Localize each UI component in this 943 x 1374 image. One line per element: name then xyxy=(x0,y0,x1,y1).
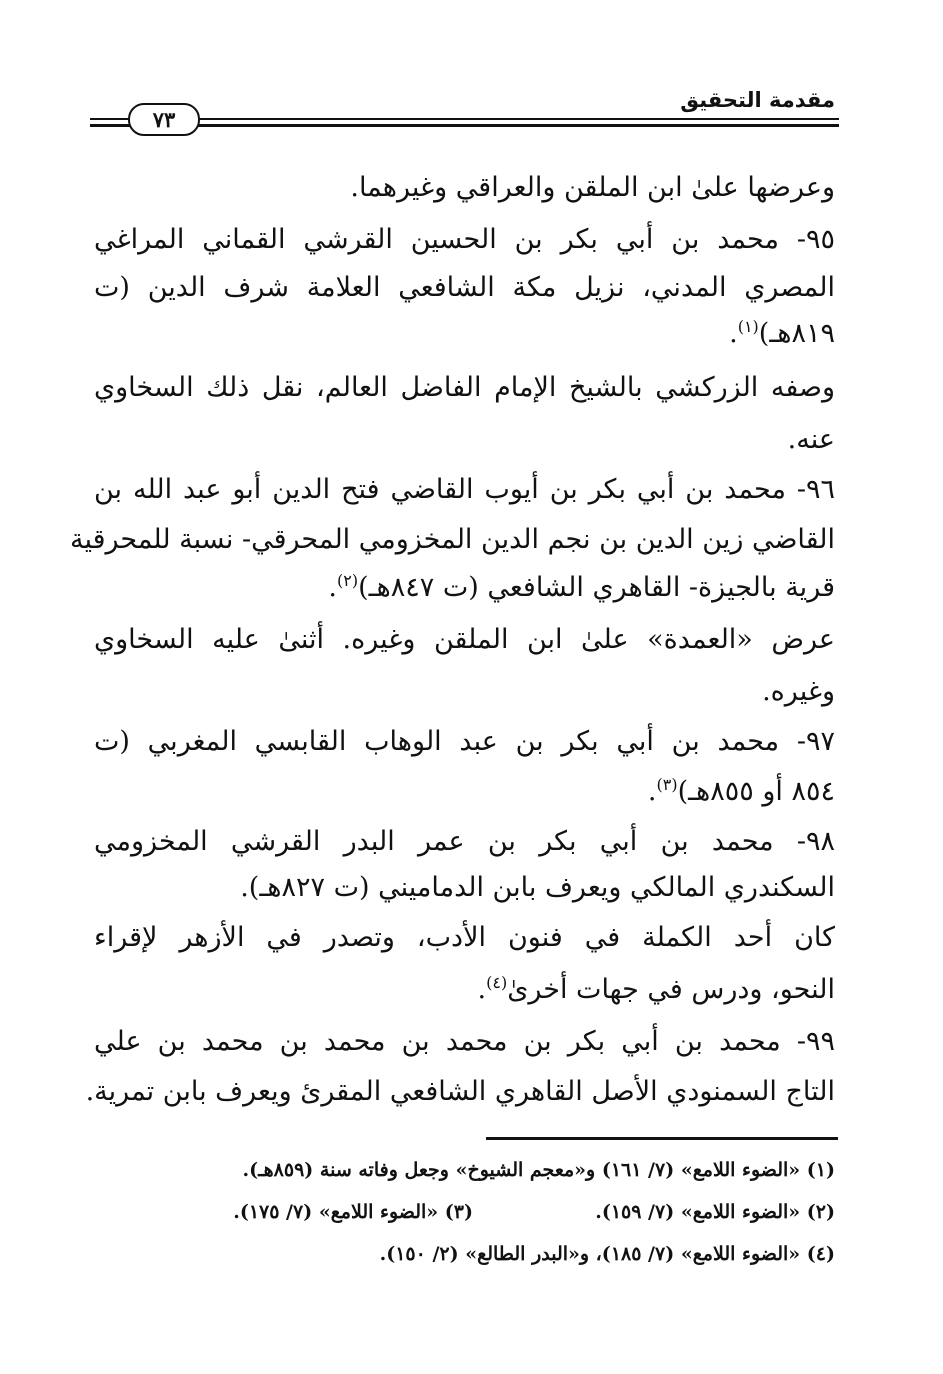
header-rule xyxy=(90,118,839,120)
running-head: مقدمة التحقيق xyxy=(680,88,835,112)
entry-95-heading: ٩٥- محمد بن أبي بكر بن الحسين القرشي القماني المراغي xyxy=(94,224,835,255)
entry-99-heading: ٩٩- محمد بن أبي بكر بن محمد بن محمد بن محمد بن علي xyxy=(94,1026,835,1057)
footnote-4: (٤) «الضوء اللامع» (٧/ ١٨٥)، و«البدر الطالع» (٢/ ١٥٠). xyxy=(379,1243,835,1265)
text-line xyxy=(328,568,835,608)
text-line: . xyxy=(647,776,657,807)
footnote-1: (١) «الضوء اللامع» (٧/ ١٦١) و«معجم الشيوخ» وجعل وفاته سنة (٨٥٩هـ). xyxy=(242,1159,835,1181)
footnote-3: (٣) «الضوء اللامع» (٧/ ١٧٥). xyxy=(233,1201,473,1223)
text-line xyxy=(478,970,835,1010)
text-line: وغيره. xyxy=(762,676,835,707)
text-line: القاضي زين الدين بن نجم الدين المخزومي المحرقي- نسبة للمحرقية xyxy=(69,524,835,555)
footnote-ref: (٣) xyxy=(656,775,678,794)
text-line: . xyxy=(729,318,738,349)
text-line: عنه. xyxy=(787,424,835,455)
text-line: . xyxy=(328,572,337,603)
text-line: قرية بالجيزة- القاهري الشافعي (ت ٨٤٧هـ) xyxy=(358,572,835,603)
text-line: عرض «العمدة» علىٰ ابن الملقن وغيره. أثنىٰ عليه السخاوي xyxy=(94,624,835,655)
footnote-2: (٢) «الضوء اللامع» (٧/ ١٥٩). xyxy=(595,1201,835,1223)
footnote-separator xyxy=(486,1137,838,1140)
text-line xyxy=(648,772,835,812)
page-number: ٧٣ xyxy=(128,103,200,136)
text-line: التاج السمنودي الأصل القاهري الشافعي المقرئ ويعرف بابن تمرية. xyxy=(85,1076,835,1107)
text-line: كان أحد الكملة في فنون الأدب، وتصدر في الأزهر لإقراء xyxy=(94,922,835,953)
text-line: ٨١٩هـ) xyxy=(758,318,835,349)
footnote-ref: (١) xyxy=(737,317,759,336)
text-line: . xyxy=(477,974,487,1005)
text-line: السكندري المالكي ويعرف بابن الدماميني (ت ٨٢٧هـ). xyxy=(240,872,835,903)
entry-98-heading: ٩٨- محمد بن أبي بكر بن عمر البدر القرشي المخزومي xyxy=(94,826,835,857)
text-line xyxy=(729,314,835,354)
footnote-ref: (٢) xyxy=(336,571,359,590)
text-line: النحو، ودرس في جهات أخرىٰ xyxy=(507,974,835,1005)
text-line: وعرضها علىٰ ابن الملقن والعراقي وغيرهما. xyxy=(350,172,835,203)
entry-96-heading: ٩٦- محمد بن أبي بكر بن أيوب القاضي فتح الدين أبو عبد الله بن xyxy=(94,474,835,505)
header-rule-double xyxy=(90,124,839,127)
footnote-ref: (٤) xyxy=(486,973,508,992)
text-line: ٨٥٤ أو ٨٥٥هـ) xyxy=(677,776,835,807)
text-line: المصري المدني، نزيل مكة الشافعي العلامة شرف الدين (ت xyxy=(94,272,835,303)
entry-97-heading: ٩٧- محمد بن أبي بكر بن عبد الوهاب القابسي المغربي (ت xyxy=(94,726,835,757)
text-line: وصفه الزركشي بالشيخ الإمام الفاضل العالم، نقل ذلك السخاوي xyxy=(94,372,835,403)
